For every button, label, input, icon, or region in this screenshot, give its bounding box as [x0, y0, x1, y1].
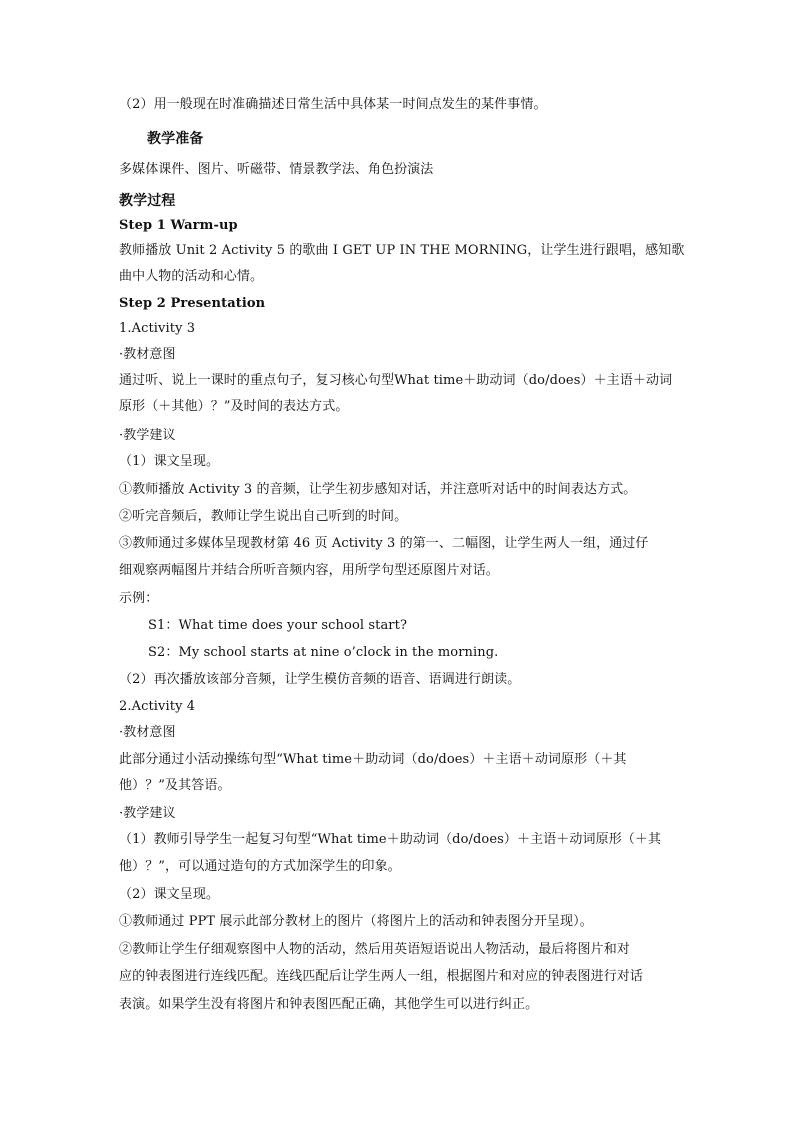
list-item: （2）课文呈现。 — [119, 887, 220, 902]
example-label: 示例： — [119, 591, 159, 606]
step-1-heading: Step 1 Warm-up — [119, 218, 238, 233]
dialogue-line-s1: S1：What time does your school start? — [148, 618, 408, 633]
list-item: ②听完音频后，教师让学生说出自己听到的时间。 — [119, 509, 408, 524]
objective-line: （2）用一般现在时准确描述日常生活中具体某一时间点发生的某件事情。 — [119, 97, 547, 112]
dialogue-line-s2: S2：My school starts at nine o’clock in the morning. — [148, 645, 499, 660]
list-item: （1）课文呈现。 — [119, 454, 220, 469]
list-item: ①教师播放 Activity 3 的音频，让学生初步感知对话，并注意听对话中的时间表达方式。 — [119, 482, 637, 497]
step-2-heading: Step 2 Presentation — [119, 296, 266, 311]
paragraph-line: 他）？”及其答语。 — [119, 778, 231, 793]
paragraph-line: 细观察两幅图片并结合所听音频内容，用所学句型还原图片对话。 — [119, 563, 499, 578]
paragraph-line: 表演。如果学生没有将图片和钟表图匹配正确，其他学生可以进行纠正。 — [119, 997, 539, 1012]
subsection-label: ·教材意图 — [119, 725, 176, 740]
list-item: ②教师让学生仔细观察图中人物的活动，然后用英语短语说出人物活动，最后将图片和对 — [119, 942, 630, 957]
list-item: （1）教师引导学生一起复习句型“What time＋助动词（do/does）＋主语＋动词原形（＋其 — [119, 832, 662, 847]
subsection-label: ·教材意图 — [119, 347, 176, 362]
paragraph-line: 此部分通过小活动操练句型“What time＋助动词（do/does）＋主语＋动词原形（＋其 — [119, 752, 627, 767]
paragraph-line: 教师播放 Unit 2 Activity 5 的歌曲 I GET UP IN THE MORNING，让学生进行跟唱，感知歌 — [119, 243, 685, 258]
list-item: ①教师通过 PPT 展示此部分教材上的图片（将图片上的活动和钟表图分开呈现）。 — [119, 914, 593, 929]
section-heading-process: 教学过程 — [119, 193, 176, 209]
paragraph-line: 曲中人物的活动和心情。 — [119, 269, 264, 284]
subsection-label: ·教学建议 — [119, 428, 176, 443]
paragraph-line: 原形（＋其他）？”及时间的表达方式。 — [119, 399, 349, 414]
paragraph-line: 通过听、说上一课时的重点句子，复习核心句型What time＋助动词（do/does）＋主语＋动词 — [119, 373, 673, 388]
list-item: （2）再次播放该部分音频，让学生模仿音频的语音、语调进行朗读。 — [119, 672, 521, 687]
list-item: ③教师通过多媒体呈现教材第 46 页 Activity 3 的第一、二幅图，让学生两人一组，通过仔 — [119, 536, 649, 551]
activity-heading: 2.Activity 4 — [119, 699, 196, 714]
preparation-text: 多媒体课件、图片、听磁带、情景教学法、角色扮演法 — [119, 162, 434, 177]
activity-heading: 1.Activity 3 — [119, 321, 196, 336]
section-heading-preparation: 教学准备 — [147, 131, 204, 147]
paragraph-line: 应的钟表图进行连线匹配。连线匹配后让学生两人一组，根据图片和对应的钟表图进行对话 — [119, 969, 644, 984]
paragraph-line: 他）？”，可以通过造句的方式加深学生的印象。 — [119, 859, 401, 874]
subsection-label: ·教学建议 — [119, 806, 176, 821]
